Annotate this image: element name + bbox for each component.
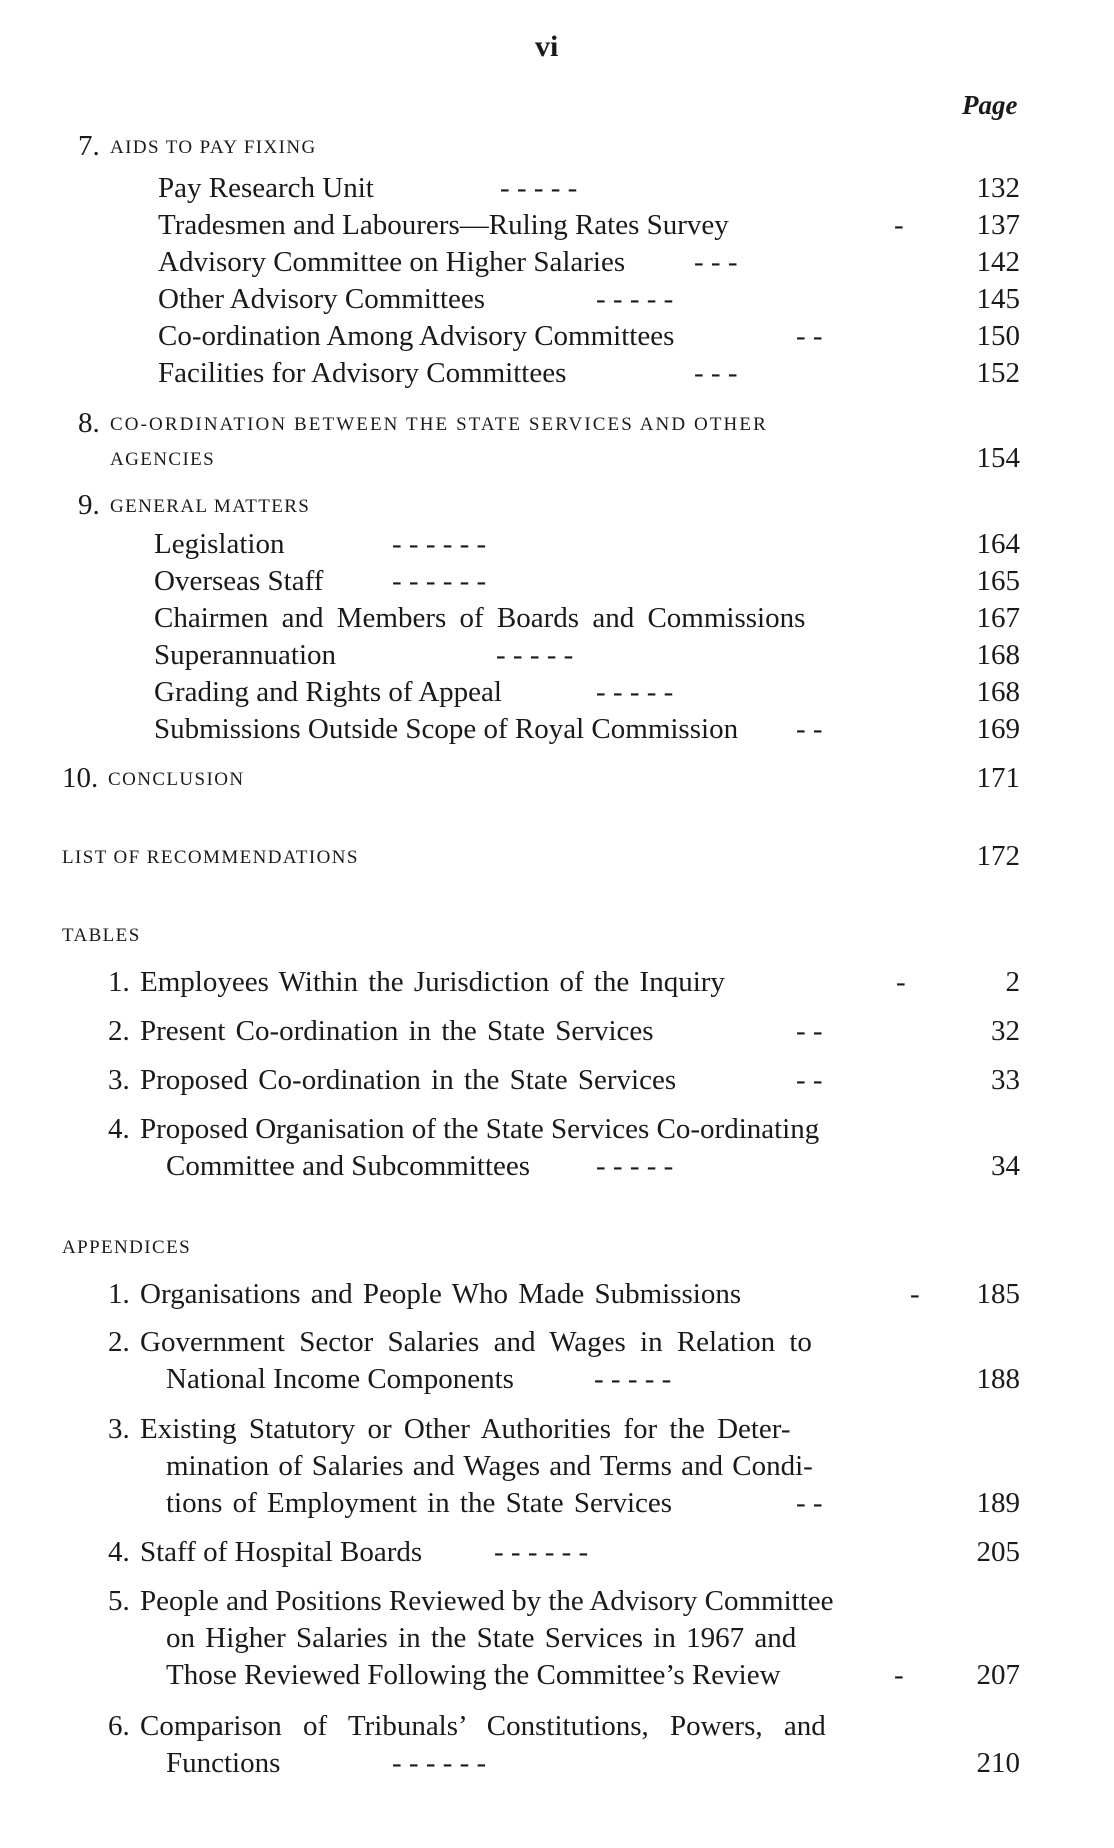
entry-page: 207 <box>976 1659 1020 1691</box>
entry-page: 188 <box>976 1363 1020 1395</box>
entry-number: 3. <box>108 1413 130 1445</box>
leader-dashes: - - <box>796 320 823 352</box>
entry-page: 32 <box>991 1015 1020 1047</box>
leader-dashes: - - - <box>694 246 738 278</box>
tables-heading: TABLES <box>62 925 141 946</box>
section-title-continued: AGENCIES <box>110 449 216 470</box>
leader-dashes: - - - - - - <box>392 1747 487 1779</box>
toc-entry-page: 150 <box>976 320 1020 352</box>
toc-entry-page: 154 <box>976 442 1020 474</box>
toc-entry-label: Submissions Outside Scope of Royal Commission <box>154 713 739 745</box>
entry-title-continued: mination of Salaries and Wages and Terms and Condi- <box>166 1450 813 1482</box>
toc-entry-label: Legislation <box>154 528 285 560</box>
toc-entry-page: 169 <box>976 713 1020 745</box>
toc-entry-page: 171 <box>976 762 1020 794</box>
section-title: LIST OF RECOMMENDATIONS <box>62 847 359 868</box>
entry-title-continued: Functions <box>166 1747 281 1779</box>
toc-entry-page: 167 <box>976 602 1020 634</box>
toc-entry-label: Chairmen and Members of Boards and Commissions <box>154 602 806 634</box>
entry-title-continued: on Higher Salaries in the State Services in 1967 and <box>166 1622 797 1654</box>
toc-entry-label: Pay Research Unit <box>158 172 374 204</box>
leader-dashes: - - - - - <box>596 676 674 708</box>
entry-page: 205 <box>976 1536 1020 1568</box>
entry-title: Proposed Organisation of the State Services Co-ordinating <box>140 1113 820 1145</box>
section-number: 7. <box>78 130 100 162</box>
entry-page: 34 <box>991 1150 1020 1182</box>
toc-entry-page: 132 <box>976 172 1020 204</box>
section-title: CO-ORDINATION BETWEEN THE STATE SERVICES AND OTHER <box>110 414 768 435</box>
toc-entry-label: Facilities for Advisory Committees <box>158 357 567 389</box>
entry-title: Existing Statutory or Other Authorities for the Deter- <box>140 1413 791 1445</box>
entry-number: 2. <box>108 1015 130 1047</box>
entry-title-continued: Committee and Subcommittees <box>166 1150 531 1182</box>
toc-entry-page: 142 <box>976 246 1020 278</box>
leader-dashes: - - - <box>694 357 738 389</box>
entry-title: Present Co-ordination in the State Services <box>140 1015 654 1047</box>
entry-title: Government Sector Salaries and Wages in Relation to <box>140 1326 812 1358</box>
leader-dashes: - - - - - <box>596 283 674 315</box>
entry-page: 33 <box>991 1064 1020 1096</box>
entry-title-continued: National Income Components <box>166 1363 514 1395</box>
toc-entry-page: 152 <box>976 357 1020 389</box>
toc-entry-label: Superannuation <box>154 639 337 671</box>
toc-entry-label: Tradesmen and Labourers—Ruling Rates Survey <box>158 209 729 241</box>
leader-dashes: - - - - - <box>500 172 578 204</box>
entry-title-continued: Those Reviewed Following the Committee’s Review <box>166 1659 781 1691</box>
entry-number: 1. <box>108 1278 130 1310</box>
leader-dashes: - <box>894 1659 904 1691</box>
toc-entry-page: 164 <box>976 528 1020 560</box>
leader-dashes: - <box>894 209 904 241</box>
leader-dashes: - <box>910 1278 920 1310</box>
leader-dashes: - <box>896 966 906 998</box>
entry-title: Staff of Hospital Boards <box>140 1536 423 1568</box>
entry-title: Organisations and People Who Made Submissions <box>140 1278 742 1310</box>
toc-entry-page: 172 <box>976 840 1020 872</box>
leader-dashes: - - <box>796 1064 823 1096</box>
entry-number: 6. <box>108 1710 130 1742</box>
section-title: CONCLUSION <box>108 769 245 790</box>
leader-dashes: - - - - - - <box>392 565 487 597</box>
toc-entry-page: 145 <box>976 283 1020 315</box>
leader-dashes: - - - - - - <box>494 1536 589 1568</box>
toc-entry-label: Advisory Committee on Higher Salaries <box>158 246 626 278</box>
toc-entry-page: 168 <box>976 676 1020 708</box>
leader-dashes: - - <box>796 713 823 745</box>
leader-dashes: - - - - - <box>496 639 574 671</box>
toc-entry-label: Co-ordination Among Advisory Committees <box>158 320 675 352</box>
toc-entry-page: 168 <box>976 639 1020 671</box>
leader-dashes: - - <box>796 1487 823 1519</box>
toc-entry-page: 137 <box>976 209 1020 241</box>
section-title: GENERAL MATTERS <box>110 496 311 517</box>
entry-title: People and Positions Reviewed by the Advisory Committee <box>140 1585 834 1617</box>
section-number: 9. <box>78 489 100 521</box>
leader-dashes: - - - - - <box>594 1363 672 1395</box>
entry-number: 5. <box>108 1585 130 1617</box>
leader-dashes: - - - - - <box>596 1150 674 1182</box>
entry-title-continued: tions of Employment in the State Services <box>166 1487 673 1519</box>
entry-page: 210 <box>976 1747 1020 1779</box>
entry-title: Comparison of Tribunals’ Constitutions, Powers, and <box>140 1710 826 1742</box>
entry-page: 189 <box>976 1487 1020 1519</box>
entry-number: 4. <box>108 1536 130 1568</box>
entry-number: 3. <box>108 1064 130 1096</box>
entry-title: Employees Within the Jurisdiction of the Inquiry <box>140 966 725 998</box>
toc-entry-page: 165 <box>976 565 1020 597</box>
toc-entry-label: Other Advisory Committees <box>158 283 486 315</box>
appendices-heading: APPENDICES <box>62 1237 192 1258</box>
entry-page: 185 <box>976 1278 1020 1310</box>
entry-title: Proposed Co-ordination in the State Services <box>140 1064 677 1096</box>
toc-entry-label: Overseas Staff <box>154 565 324 597</box>
leader-dashes: - - <box>796 1015 823 1047</box>
toc-entry-label: Grading and Rights of Appeal <box>154 676 502 708</box>
section-title: AIDS TO PAY FIXING <box>110 137 317 158</box>
entry-number: 2. <box>108 1326 130 1358</box>
entry-page: 2 <box>1005 966 1020 998</box>
leader-dashes: - - - - - - <box>392 528 487 560</box>
section-number: 8. <box>78 407 100 439</box>
entry-number: 1. <box>108 966 130 998</box>
page-column-label: Page <box>962 90 1018 120</box>
page-number: vi <box>535 30 559 63</box>
section-number: 10. <box>62 762 99 794</box>
entry-number: 4. <box>108 1113 130 1145</box>
